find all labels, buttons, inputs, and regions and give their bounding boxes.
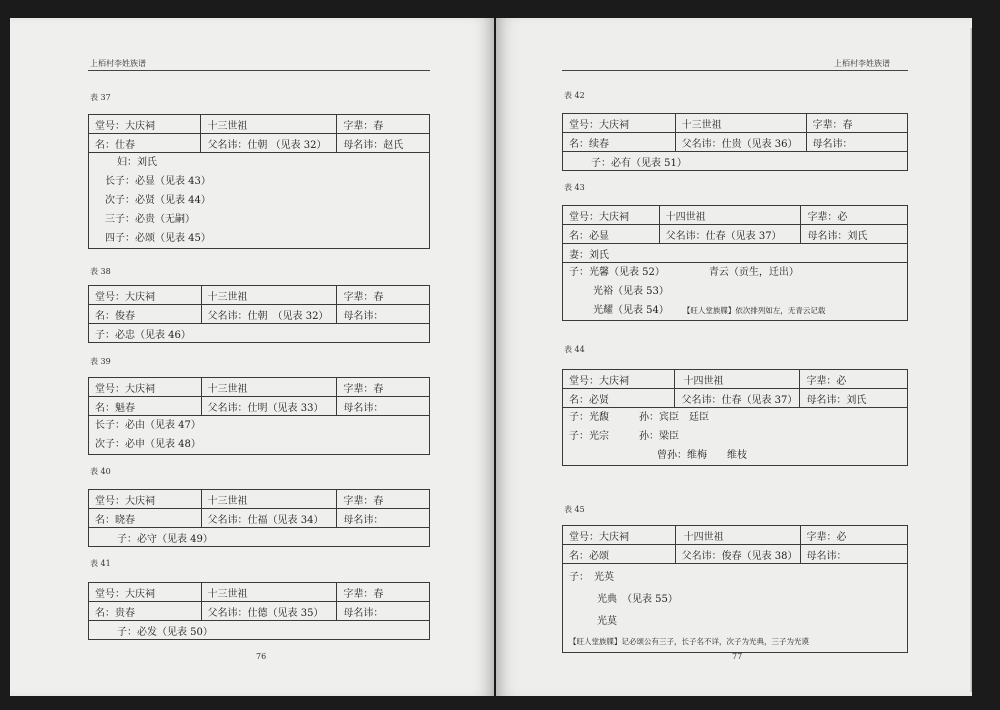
great-grandson-line: 曾孙：维梅 维枝: [657, 450, 747, 461]
mother-cell: 母名讳：: [337, 397, 430, 416]
hall-cell: 堂号：大庆祠: [563, 526, 676, 545]
mother-cell: 母名讳：: [806, 133, 908, 152]
zibei-cell: 字辈：春: [337, 378, 430, 397]
name-cell: 名：晓春: [89, 509, 202, 528]
wife-line: 妇：刘氏: [117, 157, 157, 168]
running-header: 上栢村李姓族谱: [834, 59, 890, 68]
name-cell: 名：必贤: [563, 389, 675, 408]
son-name: 光耀（见表 54）: [593, 305, 669, 316]
right-page: [496, 18, 972, 696]
name-cell: 名：贵春: [89, 602, 202, 621]
generation-cell: 十三世祖: [201, 490, 337, 509]
mother-cell: 母名讳：刘氏: [800, 389, 908, 408]
son-line: 长子：必显（见表 43）: [105, 176, 211, 187]
son-line: 光莫: [597, 616, 617, 627]
son-line: 四子：必颂（见表 45）: [105, 233, 211, 244]
running-header: 上栢村李姓族谱: [90, 59, 146, 68]
genealogy-table-43: [562, 205, 908, 321]
genealogy-table-40: [88, 489, 430, 547]
son-line: 长子：必由（见表 47）: [95, 420, 201, 431]
son-line: 三子：必贵（无嗣）: [105, 214, 195, 225]
family-list: [563, 564, 908, 653]
generation-cell: 十三世祖: [201, 115, 337, 134]
son-line: 次子：必申（见表 48）: [95, 439, 201, 450]
table-label: 表 38: [90, 267, 111, 276]
father-cell: 父名讳：俊春（见表 38）: [675, 545, 800, 564]
son-line: 子：必有（见表 51）: [563, 152, 908, 171]
page-number: 76: [256, 652, 267, 661]
father-cell: 父名讳：仕朝 （见表 32）: [201, 305, 337, 324]
genealogy-table-42: [562, 113, 908, 171]
generation-cell: 十四世祖: [659, 206, 801, 225]
son-line: 子：必忠（见表 46）: [89, 324, 430, 343]
hall-cell: 堂号：大庆祠: [89, 378, 202, 397]
source-note: 【旺人堂族牒】依次排列如左，无青云记载: [682, 306, 826, 315]
generation-cell: 十三世祖: [201, 378, 337, 397]
genealogy-table-39: [88, 377, 430, 455]
son-name: 子：光馨（见表 52）: [569, 267, 665, 278]
son-line: 子：必发（见表 50）: [89, 621, 430, 640]
zibei-cell: 字辈：春: [337, 115, 430, 134]
header-rule: [562, 70, 908, 71]
grandson-names: 孙：宾臣 廷臣: [639, 412, 709, 423]
name-cell: 名：必显: [563, 225, 660, 244]
family-list: [89, 416, 430, 455]
mother-cell: 母名讳：: [337, 509, 430, 528]
table-label: 表 39: [90, 357, 111, 366]
genealogy-table-38: [88, 285, 430, 343]
mother-cell: 母名讳：刘氏: [801, 225, 908, 244]
left-page: [10, 18, 494, 696]
generation-cell: 十三世祖: [201, 286, 337, 305]
father-cell: 父名讳：仕春（见表 37）: [675, 389, 800, 408]
mother-cell: 母名讳：: [337, 602, 430, 621]
table-label: 表 42: [564, 91, 585, 100]
hall-cell: 堂号：大庆祠: [89, 286, 202, 305]
name-cell: 名：仕春: [89, 134, 201, 153]
table-label: 表 37: [90, 93, 111, 102]
name-cell: 名：必颂: [563, 545, 676, 564]
name-cell: 名：魁春: [89, 397, 202, 416]
son-name: 青云（贡生，迁出）: [708, 267, 799, 278]
son-line: [569, 263, 907, 282]
hall-cell: 堂号：大庆祠: [563, 206, 660, 225]
generation-cell: 十三世祖: [675, 114, 806, 133]
descendant-line: [569, 408, 907, 427]
genealogy-table-44: [562, 369, 908, 466]
zibei-cell: 字辈：必: [800, 526, 907, 545]
genealogy-table-37: [88, 114, 430, 249]
son-line: 子： 光英: [569, 572, 614, 583]
table-label: 表 40: [90, 467, 111, 476]
descendant-line: [569, 427, 907, 446]
hall-cell: 堂号：大庆祠: [563, 370, 675, 389]
zibei-cell: 字辈：春: [806, 114, 908, 133]
table-label: 表 43: [564, 183, 585, 192]
father-cell: 父名讳：仕春（见表 37）: [659, 225, 801, 244]
father-cell: 父名讳：仕福（见表 34）: [201, 509, 337, 528]
son-line: 光裕（见表 53）: [593, 286, 669, 297]
family-list: [563, 263, 908, 321]
hall-cell: 堂号：大庆祠: [89, 490, 202, 509]
father-cell: 父名讳：仕德（见表 35）: [201, 602, 337, 621]
son-line: [569, 301, 907, 320]
hall-cell: 堂号：大庆祠: [89, 583, 202, 602]
zibei-cell: 字辈：春: [337, 490, 430, 509]
son-name: 子：光宗: [569, 431, 609, 442]
genealogy-table-41: [88, 582, 430, 640]
family-list: [89, 153, 430, 249]
son-line: 光典 （见表 55）: [597, 594, 678, 605]
mother-cell: 母名讳：: [337, 305, 430, 324]
wife-line: 妻：刘氏: [563, 244, 908, 263]
name-cell: 名：续春: [563, 133, 676, 152]
father-cell: 父名讳：仕明（见表 33）: [201, 397, 337, 416]
table-label: 表 41: [90, 559, 111, 568]
zibei-cell: 字辈：必: [800, 370, 908, 389]
book-spread: [10, 18, 972, 696]
father-cell: 父名讳：仕贵（见表 36）: [675, 133, 806, 152]
source-note: 【旺人堂族牒】记必颂公有三子，长子名不详，次子为光典，三子为光谟: [569, 637, 809, 646]
name-cell: 名：俊春: [89, 305, 202, 324]
grandson-names: 孙：梁臣: [639, 431, 679, 442]
table-label: 表 45: [564, 505, 585, 514]
family-list: [563, 408, 908, 466]
generation-cell: 十四世祖: [675, 370, 800, 389]
mother-cell: 母名讳：: [800, 545, 907, 564]
mother-cell: 母名讳：赵氏: [337, 134, 430, 153]
zibei-cell: 字辈：春: [337, 583, 430, 602]
generation-cell: 十三世祖: [201, 583, 337, 602]
table-label: 表 44: [564, 345, 585, 354]
father-cell: 父名讳：仕朝 （见表 32）: [201, 134, 337, 153]
generation-cell: 十四世祖: [675, 526, 800, 545]
page-number: 77: [732, 652, 743, 661]
hall-cell: 堂号：大庆祠: [563, 114, 676, 133]
zibei-cell: 字辈：春: [337, 286, 430, 305]
zibei-cell: 字辈：必: [801, 206, 908, 225]
son-line: 子：必守（见表 49）: [89, 528, 430, 547]
page-edge: [970, 28, 972, 692]
son-line: 次子：必贤（见表 44）: [105, 195, 211, 206]
genealogy-table-45: [562, 525, 908, 653]
son-name: 子：光馥: [569, 412, 609, 423]
hall-cell: 堂号：大庆祠: [89, 115, 201, 134]
header-rule: [88, 70, 430, 71]
